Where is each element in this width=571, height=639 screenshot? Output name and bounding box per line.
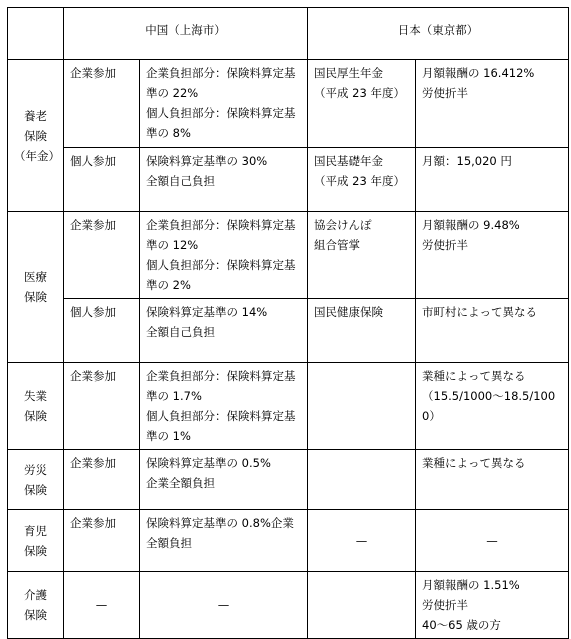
- japan-scheme: —: [308, 510, 416, 572]
- participation-label: 個人参加: [64, 148, 140, 212]
- corner-cell: [8, 8, 64, 60]
- participation-label: 企業参加: [64, 363, 140, 450]
- china-rate: 保険料算定基準の 14% 全額自己負担: [140, 299, 308, 363]
- japan-rate: 市町村によって異なる: [416, 299, 569, 363]
- china-rate: —: [140, 572, 308, 639]
- insurance-comparison-table: [7, 7, 569, 639]
- participation-label: 企業参加: [64, 212, 140, 299]
- category-care: 介護 保険: [8, 572, 64, 639]
- participation-label: —: [64, 572, 140, 639]
- table-row: [8, 60, 569, 148]
- japan-scheme: [308, 450, 416, 510]
- japan-rate: 月額報酬の 1.51% 労使折半 40～65 歳の方: [416, 572, 569, 639]
- table-row: [8, 148, 569, 212]
- table-row: [8, 363, 569, 450]
- japan-rate: 業種によって異なる: [416, 450, 569, 510]
- category-medical: 医療 保険: [8, 212, 64, 363]
- japan-rate: 月額報酬の 9.48% 労使折半: [416, 212, 569, 299]
- header-row: [8, 8, 569, 60]
- japan-scheme: 協会けんぽ 組合管掌: [308, 212, 416, 299]
- participation-label: 個人参加: [64, 299, 140, 363]
- table-row: [8, 450, 569, 510]
- japan-scheme: [308, 363, 416, 450]
- table-row: [8, 299, 569, 363]
- china-rate: 企業負担部分：保険料算定基準の 12% 個人負担部分：保険料算定基準の 2%: [140, 212, 308, 299]
- category-unemployment: 失業 保険: [8, 363, 64, 450]
- category-maternity: 育児 保険: [8, 510, 64, 572]
- japan-rate: —: [416, 510, 569, 572]
- china-rate: 保険料算定基準の 30% 全額自己負担: [140, 148, 308, 212]
- japan-scheme: [308, 572, 416, 639]
- japan-rate: 業種によって異なる （15.5/1000～18.5/1000）: [416, 363, 569, 450]
- china-rate: 保険料算定基準の 0.8%企業全額負担: [140, 510, 308, 572]
- china-rate: 企業負担部分：保険料算定基準の 1.7% 個人負担部分：保険料算定基準の 1%: [140, 363, 308, 450]
- participation-label: 企業参加: [64, 60, 140, 148]
- japan-scheme: 国民健康保険: [308, 299, 416, 363]
- participation-label: 企業参加: [64, 450, 140, 510]
- participation-label: 企業参加: [64, 510, 140, 572]
- header-china: 中国（上海市）: [64, 8, 308, 60]
- china-rate: 企業負担部分：保険料算定基準の 22% 個人負担部分：保険料算定基準の 8%: [140, 60, 308, 148]
- table-row: [8, 212, 569, 299]
- table-row: [8, 572, 569, 639]
- japan-scheme: 国民厚生年金 （平成 23 年度）: [308, 60, 416, 148]
- japan-scheme: 国民基礎年金 （平成 23 年度）: [308, 148, 416, 212]
- japan-rate: 月額：15,020 円: [416, 148, 569, 212]
- japan-rate: 月額報酬の 16.412% 労使折半: [416, 60, 569, 148]
- category-workers-comp: 労災 保険: [8, 450, 64, 510]
- header-japan: 日本（東京都）: [308, 8, 569, 60]
- category-pension: 養老 保険 （年金）: [8, 60, 64, 212]
- china-rate: 保険料算定基準の 0.5% 企業全額負担: [140, 450, 308, 510]
- table-row: [8, 510, 569, 572]
